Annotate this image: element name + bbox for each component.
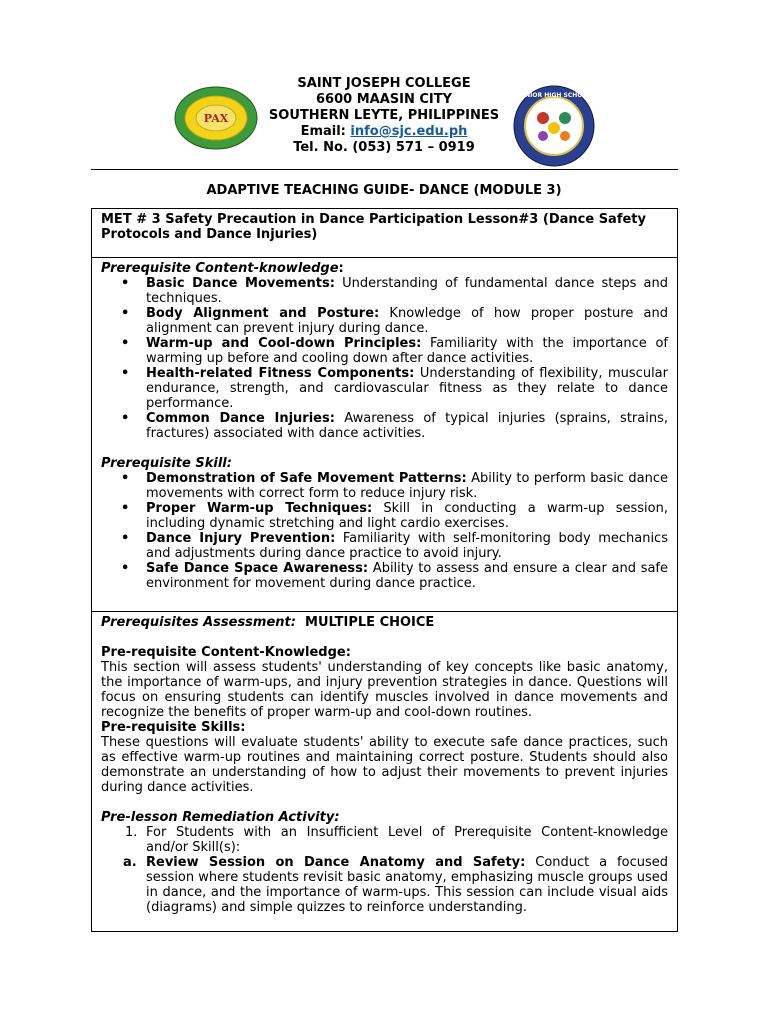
list-item <box>101 411 668 441</box>
item-number: 1. <box>125 825 138 840</box>
school-name: SAINT JOSEPH COLLEGE <box>297 76 471 91</box>
logo-left-text: PAX <box>203 112 229 125</box>
list-item <box>101 501 668 531</box>
guide-table <box>91 208 678 932</box>
content-knowledge-label-text: Prerequisite Content-knowledge <box>101 261 339 276</box>
item-text: Understanding of flexibility, muscular endurance, strength, and cardiovascular fitness as they relate to dance performance. <box>146 366 668 411</box>
school-province: SOUTHERN LEYTE, PHILIPPINES <box>268 108 500 123</box>
item-term: Body Alignment and Posture: <box>146 306 380 321</box>
item-term: Health-related Fitness Components: <box>146 366 415 381</box>
school-tel: Tel. No. (053) 571 – 0919 <box>293 140 475 155</box>
remediation-item-a <box>101 855 668 915</box>
list-item <box>101 276 668 306</box>
item-term: Safe Dance Space Awareness: <box>146 561 369 576</box>
item-term: Common Dance Injuries: <box>146 411 335 426</box>
item-term: Review Session on Dance Anatomy and Safety: <box>146 855 526 870</box>
school-city: 6600 MAASIN CITY <box>315 92 453 107</box>
item-text: Skill in conducting a warm-up session, including dynamic stretching and light cardio exercises. <box>146 501 668 531</box>
remediation-label: Pre-lesson Remediation Activity: <box>101 810 340 825</box>
school-email <box>0 124 768 140</box>
item-text: Ability to perform basic dance movements with correct form to reduce injury risk. <box>146 471 669 501</box>
skill-label: Prerequisite Skill: <box>101 456 232 471</box>
item-term: Demonstration of Safe Movement Patterns: <box>146 471 467 486</box>
item-text: Conduct a focused session where students revisit basic anatomy, emphasizing muscle groups used in dance, and the importance of warm-ups. This session can include visual aids (diagrams) and simple quizzes to reinforce understanding. <box>146 855 668 915</box>
list-item <box>101 366 668 411</box>
assessment-cell <box>92 612 677 932</box>
item-term: Warm-up and Cool-down Principles: <box>146 336 422 351</box>
item-term: Basic Dance Movements: <box>146 276 335 291</box>
met-heading: MET # 3 Safety Precaution in Dance Participation Lesson#3 (Dance Safety Protocols and Dance Injuries) <box>101 212 646 242</box>
email-link[interactable]: info@sjc.edu.ph <box>350 124 468 139</box>
item-text: For Students with an Insufficient Level of Prerequisite Content-knowledge and/or Skill(s): <box>146 825 668 855</box>
school-info <box>0 76 768 156</box>
sk-paragraph: These questions will evaluate students' ability to execute safe dance practices, such as effective warm-up routines and maintaining correct posture. Students should also demonstrate an understanding of how to adjust their movements to prevent injuries during dance activities. <box>101 735 668 795</box>
header-divider <box>91 169 678 170</box>
list-item <box>101 561 668 591</box>
list-item <box>101 306 668 336</box>
prerequisites-cell <box>92 258 677 612</box>
email-label: Email: <box>300 124 346 139</box>
sk-heading: Pre-requisite Skills: <box>101 720 246 735</box>
letterhead <box>0 76 768 156</box>
list-item <box>101 531 668 561</box>
item-text: Familiarity with the importance of warming up before and cooling down after dance activities. <box>146 336 668 366</box>
logo-right-text: SENIOR HIGH SCHOOL <box>516 92 592 99</box>
document-title: ADAPTIVE TEACHING GUIDE- DANCE (MODULE 3) <box>206 183 562 198</box>
list-item <box>101 336 668 366</box>
ck-heading: Pre-requisite Content-Knowledge: <box>101 645 351 660</box>
item-text: Familiarity with self-monitoring body mechanics and adjustments during dance practice to avoid injury. <box>146 531 668 561</box>
item-term: Dance Injury Prevention: <box>146 531 336 546</box>
spacer <box>101 441 668 456</box>
assessment-label-text: Prerequisites Assessment: <box>101 615 296 630</box>
content-knowledge-label-colon: : <box>338 261 344 276</box>
content-knowledge-label <box>101 261 668 276</box>
item-term: Proper Warm-up Techniques: <box>146 501 373 516</box>
assessment-type: MULTIPLE CHOICE <box>305 615 435 630</box>
item-text: Knowledge of how proper posture and alignment can prevent injury during dance. <box>146 306 668 336</box>
list-item <box>101 471 668 501</box>
item-letter: a. <box>123 855 137 870</box>
skill-list <box>101 471 668 591</box>
spacer <box>101 795 668 810</box>
spacer <box>101 630 668 645</box>
item-text: Awareness of typical injuries (sprains, strains, fractures) associated with dance activities. <box>146 411 668 441</box>
content-knowledge-list <box>101 276 668 441</box>
item-text: Ability to assess and ensure a clear and safe environment for movement during dance practice. <box>146 561 669 591</box>
assessment-label <box>101 615 668 630</box>
item-text: Understanding of fundamental dance steps and techniques. <box>146 276 668 306</box>
met-cell <box>92 209 677 258</box>
remediation-item-1 <box>101 825 668 855</box>
ck-paragraph: This section will assess students' understanding of key concepts like basic anatomy, the importance of warm-ups, and injury prevention strategies in dance. Questions will focus on ensuring students can identify muscles involved in dance movements and recognize the benefits of proper warm-up and cool-down routines. <box>101 660 668 720</box>
